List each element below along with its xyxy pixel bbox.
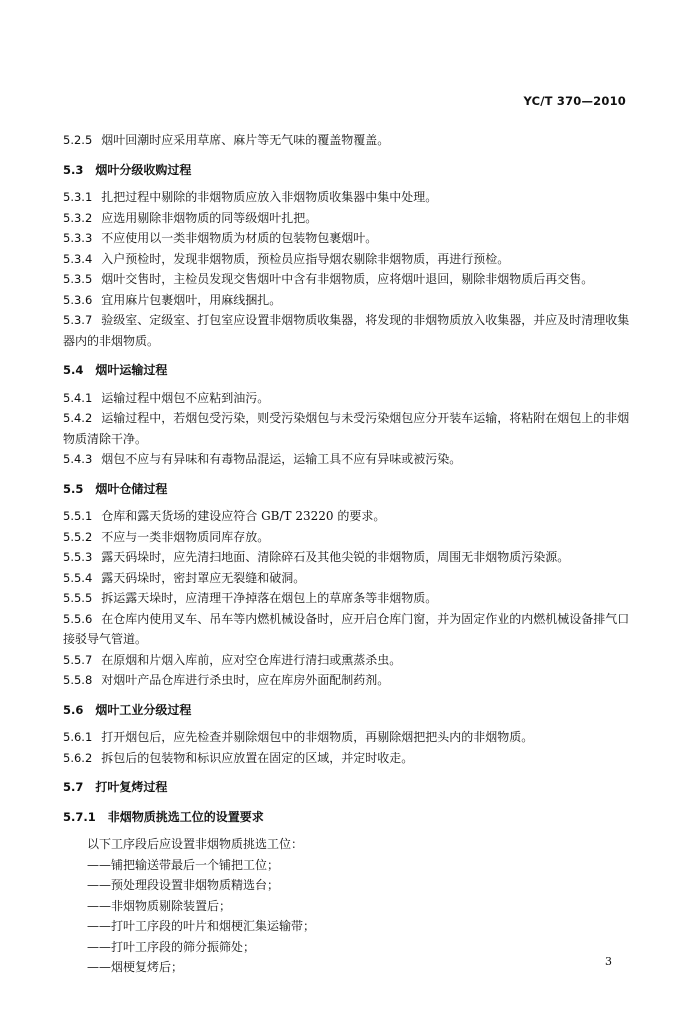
clause-5-5-6: [63, 609, 633, 650]
list-item: ——打叶工序段的筛分振筛处；: [87, 939, 256, 954]
list-intro: 以下工序段后应设置非烟物质挑选工位：: [87, 837, 304, 851]
clause-text: 扎把过程中剔除的非烟物质应放入非烟物质收集器中集中处理。: [101, 190, 438, 204]
list-item: ——打叶工序段的叶片和烟梗汇集运输带；: [87, 919, 316, 933]
standard-header: YC/T 370—2010: [523, 94, 626, 108]
clause-5-4-1: [63, 388, 633, 409]
clause-5-2-5: [63, 130, 633, 151]
clause-number: 5.3.3: [63, 231, 93, 245]
clause-5-5-2: [63, 527, 633, 548]
clause-number: 5.5.7: [63, 652, 93, 667]
clause-text: 烟叶回潮时应采用草席、麻片等无气味的覆盖物覆盖。: [101, 133, 390, 147]
clause-number: 5.3.1: [63, 190, 93, 204]
subsection-title: 非烟物质挑选工位的设置要求: [107, 809, 264, 824]
section-title: 打叶复烤过程: [95, 780, 168, 794]
section-number: 5.6: [63, 702, 84, 717]
clause-text: 应选用剔除非烟物质的同等级烟叶扎把。: [101, 210, 318, 225]
clause-number: 5.5.3: [63, 550, 93, 564]
clause-text: 验级室、定级室、打包室应设置非烟物质收集器，将发现的非烟物质放入收集器，并应及时清理收集器内的非烟物质。: [63, 313, 630, 348]
clause-number: 5.4.3: [63, 452, 93, 466]
clause-text: 烟包不应与有异味和有毒物品混运，运输工具不应有异味或被污染。: [101, 452, 462, 466]
section-heading-5-5: [63, 479, 633, 500]
clause-number: 5.5.4: [63, 570, 93, 585]
clause-number: 5.3.7: [63, 313, 93, 327]
clause-number: 5.3.6: [63, 292, 93, 307]
section-title: 烟叶工业分级过程: [95, 702, 192, 717]
clause-number: 5.3.4: [63, 251, 93, 266]
clause-text: 运输过程中，若烟包受污染，则受污染烟包与未受污染烟包应分开装车运输，将粘附在烟包上的非烟物质清除干净。: [63, 411, 630, 446]
subsection-heading-5-7-1: [63, 807, 633, 828]
clause-5-5-1: [63, 506, 633, 527]
clause-text: 在仓库内使用叉车、吊车等内燃机械设备时，应开启仓库门窗，并为固定作业的内燃机械设备排气口接驳导气管道。: [63, 611, 630, 646]
list-item: ——烟梗复烤后；: [87, 960, 184, 974]
section-number: 5.3: [63, 162, 84, 177]
clause-5-5-3: [63, 547, 633, 568]
clause-5-3-1: [63, 187, 633, 208]
clause-number: 5.6.1: [63, 730, 93, 744]
clause-number: 5.5.1: [63, 509, 93, 523]
section-title: 烟叶分级收购过程: [95, 162, 192, 177]
clause-text: 烟叶交售时，主检员发现交售烟叶中含有非烟物质，应将烟叶退回，剔除非烟物质后再交售。: [101, 272, 594, 286]
clause-5-3-3: [63, 228, 633, 249]
clause-5-6-1: [63, 727, 633, 748]
clause-text: 露天码垛时，应先清扫地面、清除碎石及其他尖锐的非烟物质，周围无非烟物质污染源。: [101, 550, 570, 564]
section-number: 5.5: [63, 481, 84, 496]
clause-text: 对烟叶产品仓库进行杀虫时，应在库房外面配制药剂。: [101, 673, 390, 687]
clause-number: 5.5.8: [63, 673, 93, 687]
section-heading-5-3: [63, 160, 633, 181]
clause-text: 运输过程中烟包不应粘到油污。: [101, 390, 270, 405]
section-heading-5-4: [63, 360, 633, 381]
clause-5-5-5: [63, 588, 633, 609]
clause-5-6-2: [63, 748, 633, 769]
clause-number: 5.2.5: [63, 133, 93, 147]
clause-5-4-2: [63, 408, 633, 449]
document-body: [63, 130, 633, 978]
list-item: ——非烟物质剔除装置后；: [87, 898, 232, 913]
clause-5-5-7: [63, 650, 633, 671]
subsection-number: 5.7.1: [63, 809, 96, 824]
clause-5-5-4: [63, 568, 633, 589]
clause-text: 在原烟和片烟入库前，应对空仓库进行清扫或熏蒸杀虫。: [101, 652, 402, 667]
clause-5-5-8: [63, 670, 633, 691]
clause-number: 5.4.1: [63, 390, 93, 405]
section-title: 烟叶仓储过程: [95, 481, 168, 496]
clause-5-3-6: [63, 290, 633, 311]
clause-5-3-5: [63, 269, 633, 290]
section-number: 5.4: [63, 363, 84, 377]
section-title: 烟叶运输过程: [95, 363, 168, 377]
clause-text: 露天码垛时，密封罩应无裂缝和破洞。: [101, 570, 306, 585]
clause-number: 5.4.2: [63, 411, 93, 425]
section-number: 5.7: [63, 780, 84, 794]
clause-number: 5.3.5: [63, 272, 93, 286]
clause-number: 5.3.2: [63, 210, 93, 225]
section-heading-5-6: [63, 700, 633, 721]
clause-5-3-2: [63, 208, 633, 229]
clause-text: 拆包后的包装物和标识应放置在固定的区域，并定时收走。: [101, 750, 414, 765]
clause-number: 5.5.5: [63, 591, 93, 605]
clause-5-3-4: [63, 249, 633, 270]
clause-number: 5.6.2: [63, 750, 93, 765]
list-item: ——预处理段设置非烟物质精选台；: [87, 878, 280, 892]
clause-5-3-7: [63, 310, 633, 351]
list-item: ——铺把输送带最后一个铺把工位；: [87, 857, 280, 872]
workstation-list: [63, 834, 633, 978]
clause-5-4-3: [63, 449, 633, 470]
clause-number: 5.5.2: [63, 529, 93, 544]
clause-text: 打开烟包后，应先检查并剔除烟包中的非烟物质，再剔除烟把把头内的非烟物质。: [101, 730, 534, 744]
page-number: 3: [605, 955, 612, 968]
section-heading-5-7: [63, 777, 633, 798]
clause-text: 不应使用以一类非烟物质为材质的包装物包裹烟叶。: [101, 231, 378, 245]
clause-text: 入户预检时，发现非烟物质，预检员应指导烟农剔除非烟物质，再进行预检。: [101, 251, 510, 266]
clause-text: 不应与一类非烟物质同库存放。: [101, 529, 270, 544]
clause-text: 仓库和露天货场的建设应符合 GB/T 23220 的要求。: [101, 509, 386, 523]
clause-text: 拆运露天垛时，应清理干净掉落在烟包上的草席条等非烟物质。: [101, 591, 438, 605]
clause-text: 宜用麻片包裹烟叶，用麻线捆扎。: [101, 292, 282, 307]
clause-number: 5.5.6: [63, 611, 93, 626]
